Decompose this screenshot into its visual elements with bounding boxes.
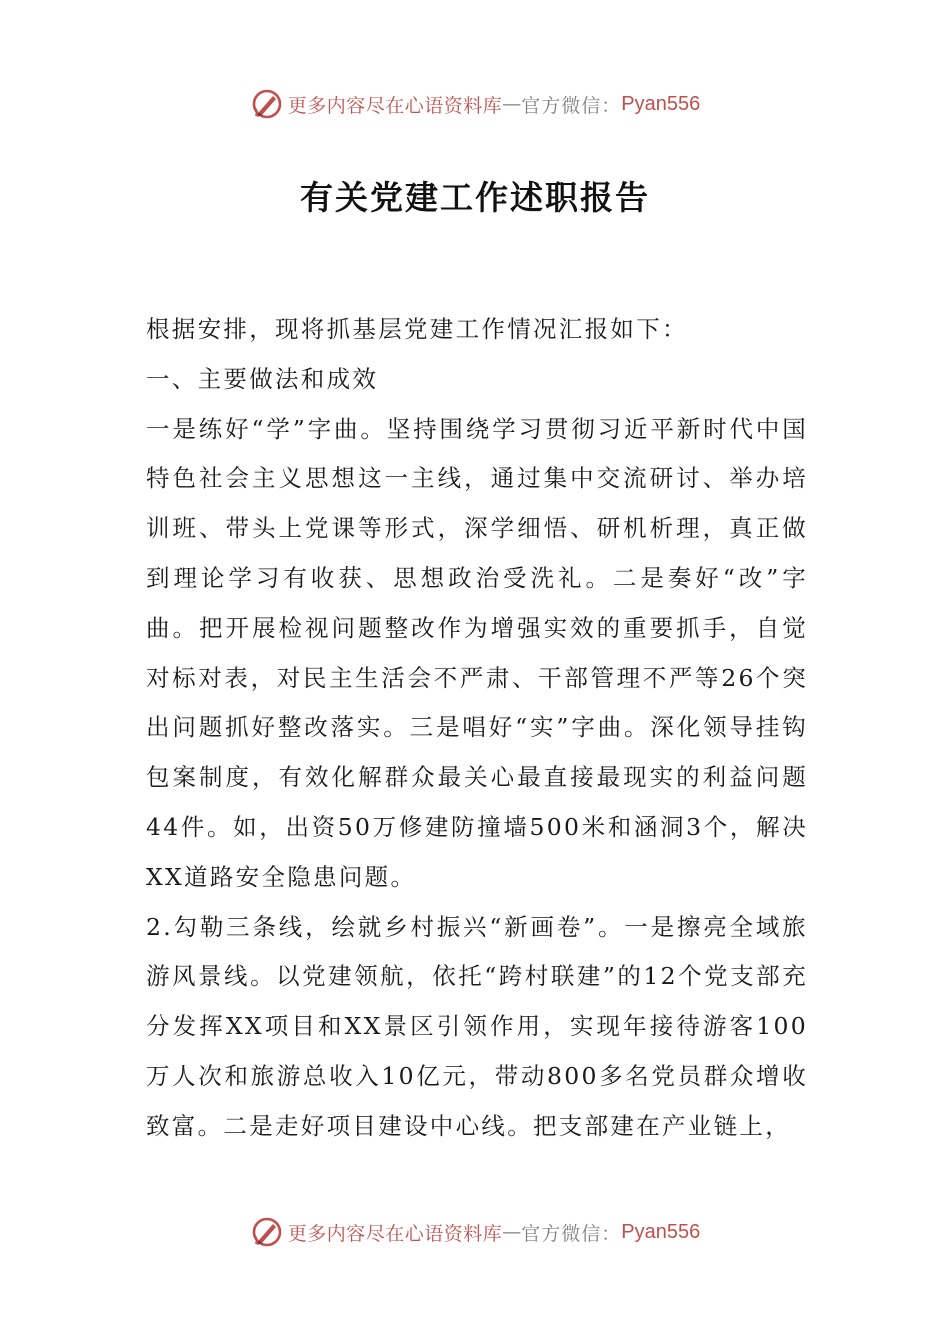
body-paragraph: 2.勾勒三条线，绘就乡村振兴“新画卷”。一是擦亮全域旅游风景线。以党建领航，依托“跨村联建”的12个党支部充分发挥XX项目和XX景区引领作用，实现年接待游客100万人次和旅游总收入10亿元，带动800多名党员群众增收致富。二是走好项目建设中心线。把支部建在产业链上， (146, 912, 808, 1140)
body-paragraph: 一是练好“学”字曲。坚持围绕学习贯彻习近平新时代中国特色社会主义思想这一主线，通过集中交流研讨、举办培训班、带头上党课等形式，深学细悟、研机析理，真正做到理论学习有收获、思想政治受洗礼。二是奏好“改”字曲。把开展检视问题整改作为增强实效的重要抓手，自觉对标对表，对民主生活会不严肃、干部管理不严等26个突出问题抓好整改落实。三是唱好“实”字曲。深化领导挂钩包案制度，有效化解群众最关心最直接最现实的利益问题44件。如，出资50万修建防撞墙500米和涵洞3个，解决XX道路安全隐患问题。 (146, 414, 808, 891)
section-heading: 一、主要做法和成效 (146, 364, 379, 393)
watermark-wechat-id: Pyan556 (621, 92, 701, 115)
document-body (146, 305, 808, 1152)
watermark-text: 更多内容尽在心语资料库 (287, 94, 503, 117)
pen-circle-icon (250, 87, 284, 121)
body-paragraph: 根据安排，现将抓基层党建工作情况汇报如下： (146, 315, 688, 343)
pen-circle-icon (250, 1215, 284, 1249)
watermark-wechat-label: 官方微信： (521, 1222, 622, 1245)
watermark-wechat-id: Pyan556 (621, 1220, 701, 1243)
watermark-separator: — (502, 1221, 522, 1243)
watermark-separator: — (502, 93, 522, 115)
document-title: 有关党建工作述职报告 (300, 178, 650, 217)
footer-watermark (0, 1212, 950, 1252)
header-watermark (0, 84, 950, 124)
watermark-text: 更多内容尽在心语资料库 (287, 1222, 503, 1245)
watermark-wechat-label: 官方微信： (521, 94, 622, 117)
